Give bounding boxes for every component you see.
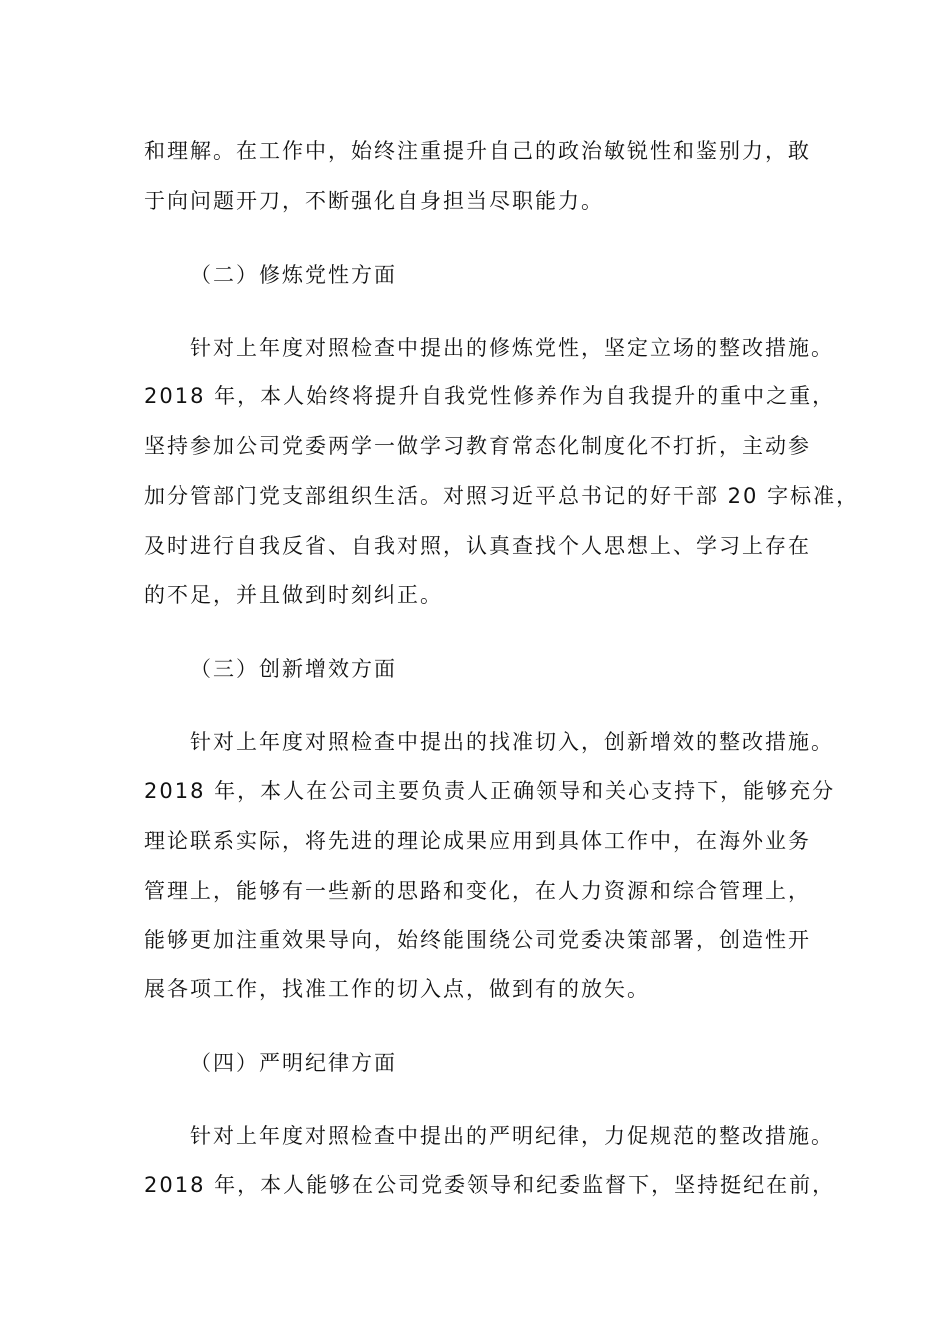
- paragraph-line: 加分管部门党支部组织生活。对照习近平总书记的好干部 20 字标准，: [144, 484, 860, 508]
- paragraph-line: 针对上年度对照检查中提出的找准切入，创新增效的整改措施。: [190, 730, 834, 754]
- paragraph-line: 2018 年，本人始终将提升自我党性修养作为自我提升的重中之重，: [144, 384, 836, 408]
- paragraph-line: 于向问题开刀，不断强化自身担当尽职能力。: [144, 189, 604, 213]
- paragraph-line: 坚持参加公司党委两学一做学习教育常态化制度化不打折，主动参: [144, 434, 811, 458]
- section-heading-4: （四）严明纪律方面: [190, 1051, 397, 1075]
- paragraph-line: 及时进行自我反省、自我对照，认真查找个人思想上、学习上存在: [144, 534, 811, 558]
- paragraph-line: 能够更加注重效果导向，始终能围绕公司党委决策部署，创造性开: [144, 928, 811, 952]
- paragraph-line: 理论联系实际，将先进的理论成果应用到具体工作中，在海外业务: [144, 829, 811, 853]
- paragraph-line: 展各项工作，找准工作的切入点，做到有的放矢。: [144, 977, 650, 1001]
- section-heading-2: （二）修炼党性方面: [190, 263, 397, 287]
- paragraph-line: 针对上年度对照检查中提出的严明纪律，力促规范的整改措施。: [190, 1124, 834, 1148]
- paragraph-line: 管理上，能够有一些新的思路和变化，在人力资源和综合管理上，: [144, 879, 811, 903]
- paragraph-line: 2018 年，本人能够在公司党委领导和纪委监督下，坚持挺纪在前，: [144, 1173, 836, 1197]
- section-heading-3: （三）创新增效方面: [190, 657, 397, 681]
- paragraph-line: 的不足，并且做到时刻纠正。: [144, 583, 443, 607]
- paragraph-line: 2018 年，本人在公司主要负责人正确领导和关心支持下，能够充分: [144, 779, 836, 803]
- paragraph-line: 和理解。在工作中，始终注重提升自己的政治敏锐性和鉴别力，敢: [144, 139, 811, 163]
- paragraph-line: 针对上年度对照检查中提出的修炼党性，坚定立场的整改措施。: [190, 336, 834, 360]
